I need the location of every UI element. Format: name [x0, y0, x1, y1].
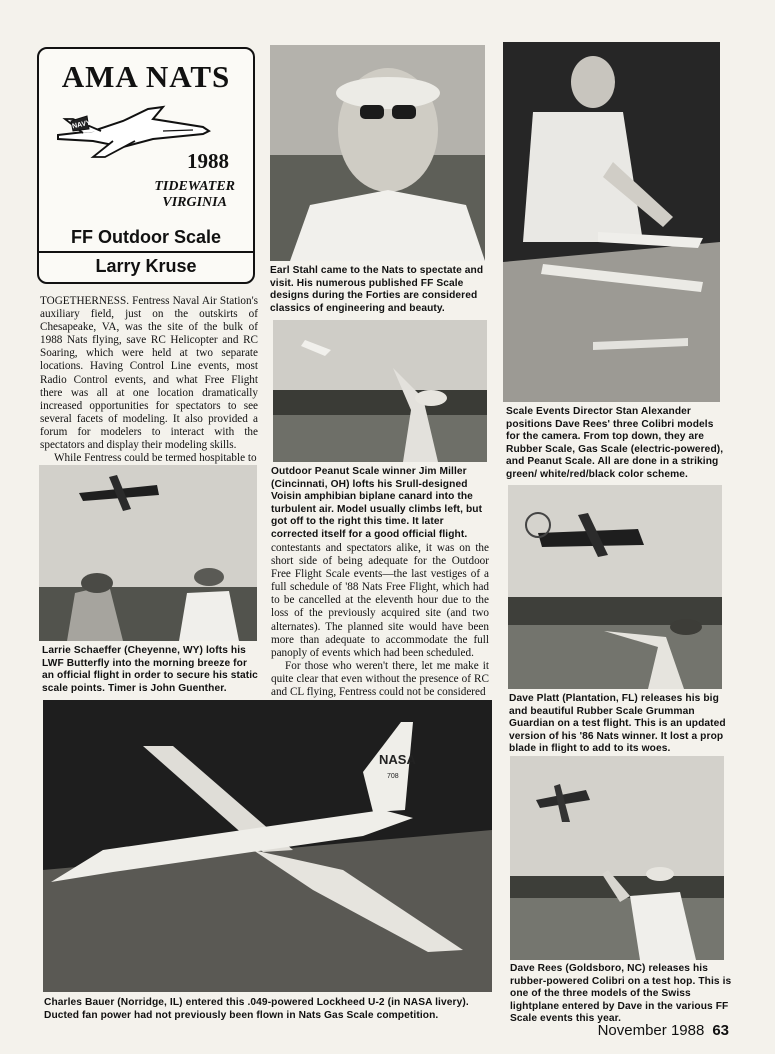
article-column-2 — [271, 542, 489, 699]
caption-platt: Dave Platt (Plantation, FL) releases his big and beautiful Rubber Scale Grumman Guardian on a test flight. This is an updated version of his '86 Nats winner. It lost a prop blade in flight to add to its woes. — [509, 693, 726, 755]
article-paragraph: contestants and spectators alike, it was on the short side of being adequate for the Outdoor Free Flight Scale events—the last vestiges of a full schedule of '88 Nats Free Flight, which had to be cancelled at the eleventh hour due to the loss of the previously acquired site (and two alternates). The planned site would have been more than adequate to accommodate the full panoply of events which had been scheduled. — [271, 542, 489, 659]
photo-jim-miller — [273, 320, 487, 462]
photo-charles-bauer-u2 — [43, 700, 492, 992]
photo-earl-stahl — [270, 45, 485, 261]
u2-tail-nasa: NASA — [379, 752, 416, 767]
issue-date: November 1988 — [597, 1022, 705, 1039]
logo-title: AMA NATS — [61, 59, 231, 94]
navy-badge-text: NAVY — [71, 119, 92, 131]
logo-location-line2: VIRGINIA — [162, 195, 227, 210]
logo-year: 1988 — [187, 149, 229, 173]
caption-schaeffer: Larrie Schaeffer (Cheyenne, WY) lofts his LWF Butterfly into the morning breeze for an official flight in order to secure his static scale points. Timer is John Guenther. — [42, 645, 258, 694]
article-paragraph: TOGETHERNESS. Fentress Naval Air Station's auxiliary field, just on the outskirts of Chesapeake, VA, was the site of the bulk of 1988 Nats flying, save RC Helicopter and RC Soaring, which were held at two separate locations. Having Control Line events, most Radio Control events, and what Free Flight there was all at one location dramatically increased opportunities for spectators to see several facets of modeling. It also provided a forum for modelers to interact with the spectators and display their modeling skills. — [40, 295, 258, 452]
page-footer — [598, 1022, 729, 1039]
caption-alexander: Scale Events Director Stan Alexander positions Dave Rees' three Colibri models for the camera. From top down, they are Rubber Scale, Gas Scale (electric-powered), and Peanut Scale. All are done in a striking green/ white/red/black color scheme. — [506, 406, 724, 480]
article-column-1 — [40, 295, 258, 465]
logo-author: Larry Kruse — [95, 256, 197, 276]
u2-tail-number: 708 — [387, 773, 399, 780]
logo-location — [154, 179, 235, 211]
logo-location-line1: TIDEWATER — [154, 179, 235, 194]
caption-rees: Dave Rees (Goldsboro, NC) releases his rubber-powered Colibri on a test hop. This is one of the three models of the Swiss lightplane entered by Dave in the various FF Scale events this year. — [510, 963, 732, 1025]
photo-dave-platt — [508, 485, 722, 689]
photo-dave-rees — [510, 756, 724, 960]
logo-divider — [39, 251, 253, 253]
caption-miller: Outdoor Peanut Scale winner Jim Miller (Cincinnati, OH) lofts his Srull-designed Voisin amphibian biplane canard into the turbulent air. Model usually climbs left, but got off to the right this time. It later corrected itself for a good official flight. — [271, 466, 483, 540]
caption-bauer: Charles Bauer (Norridge, IL) entered this .049-powered Lockheed U-2 (in NASA livery). Ducted fan power had not previously been flown in Nats Gas Scale competition. — [44, 997, 469, 1021]
article-paragraph: For those who weren't there, let me make it quite clear that even without the presence of RC and CL flying, Fentress could not be considered — [271, 659, 489, 699]
logo-category: FF Outdoor Scale — [70, 227, 221, 247]
ama-nats-logo — [37, 47, 255, 284]
article-paragraph: While Fentress could be termed hospitable to — [54, 452, 257, 465]
photo-stan-alexander — [503, 42, 720, 402]
photo-larrie-schaeffer — [39, 465, 257, 641]
caption-stahl: Earl Stahl came to the Nats to spectate and visit. His numerous published FF Scale designs during the Forties are considered classics of engineering and beauty. — [270, 265, 484, 314]
page-number: 63 — [712, 1022, 729, 1039]
